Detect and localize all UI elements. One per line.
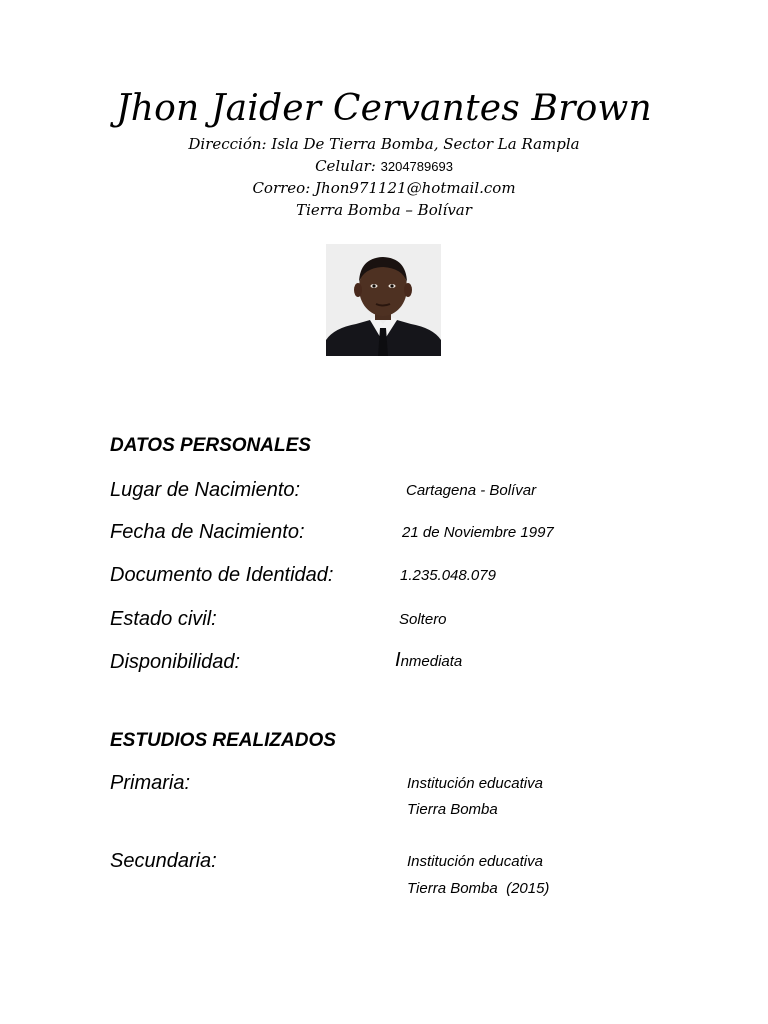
primary-school-line1: Institución educativa	[407, 775, 543, 792]
phone-label: Celular:	[315, 157, 376, 175]
id-value: 1.235.048.079	[400, 567, 496, 584]
availability-label: Disponibilidad:	[110, 651, 241, 673]
studies-section-title: ESTUDIOS REALIZADOS	[110, 730, 336, 751]
primary-school-line2: Tierra Bomba	[407, 801, 498, 818]
profile-photo	[326, 244, 441, 356]
civil-status-value: Soltero	[399, 611, 447, 628]
location-line: Tierra Bomba – Bolívar	[296, 201, 472, 219]
phone-value: 3204789693	[380, 159, 453, 174]
secondary-label: Secundaria:	[110, 850, 217, 872]
availability-initial: I	[395, 649, 401, 671]
secondary-school-line1: Institución educativa	[407, 853, 543, 870]
birthplace-label: Lugar de Nacimiento:	[110, 479, 301, 501]
address-line: Dirección: Isla De Tierra Bomba, Sector La Rampla	[188, 135, 580, 153]
birthplace-value: Cartagena - Bolívar	[406, 482, 537, 499]
phone-line	[0, 155, 768, 178]
birthdate-value: 21 de Noviembre 1997	[402, 524, 554, 541]
cv-name: Jhon Jaider Cervantes Brown	[116, 88, 652, 129]
email-line: Correo: Jhon971121@hotmail.com	[252, 179, 516, 197]
id-label: Documento de Identidad:	[110, 564, 334, 586]
civil-status-label: Estado civil:	[110, 608, 217, 630]
availability-rest: nmediata	[400, 653, 463, 670]
primary-label: Primaria:	[110, 772, 191, 794]
availability-value	[395, 650, 462, 672]
birthdate-label: Fecha de Nacimiento:	[110, 521, 305, 543]
secondary-school-line2: Tierra Bomba (2015)	[407, 880, 550, 897]
personal-section-title: DATOS PERSONALES	[110, 435, 311, 456]
